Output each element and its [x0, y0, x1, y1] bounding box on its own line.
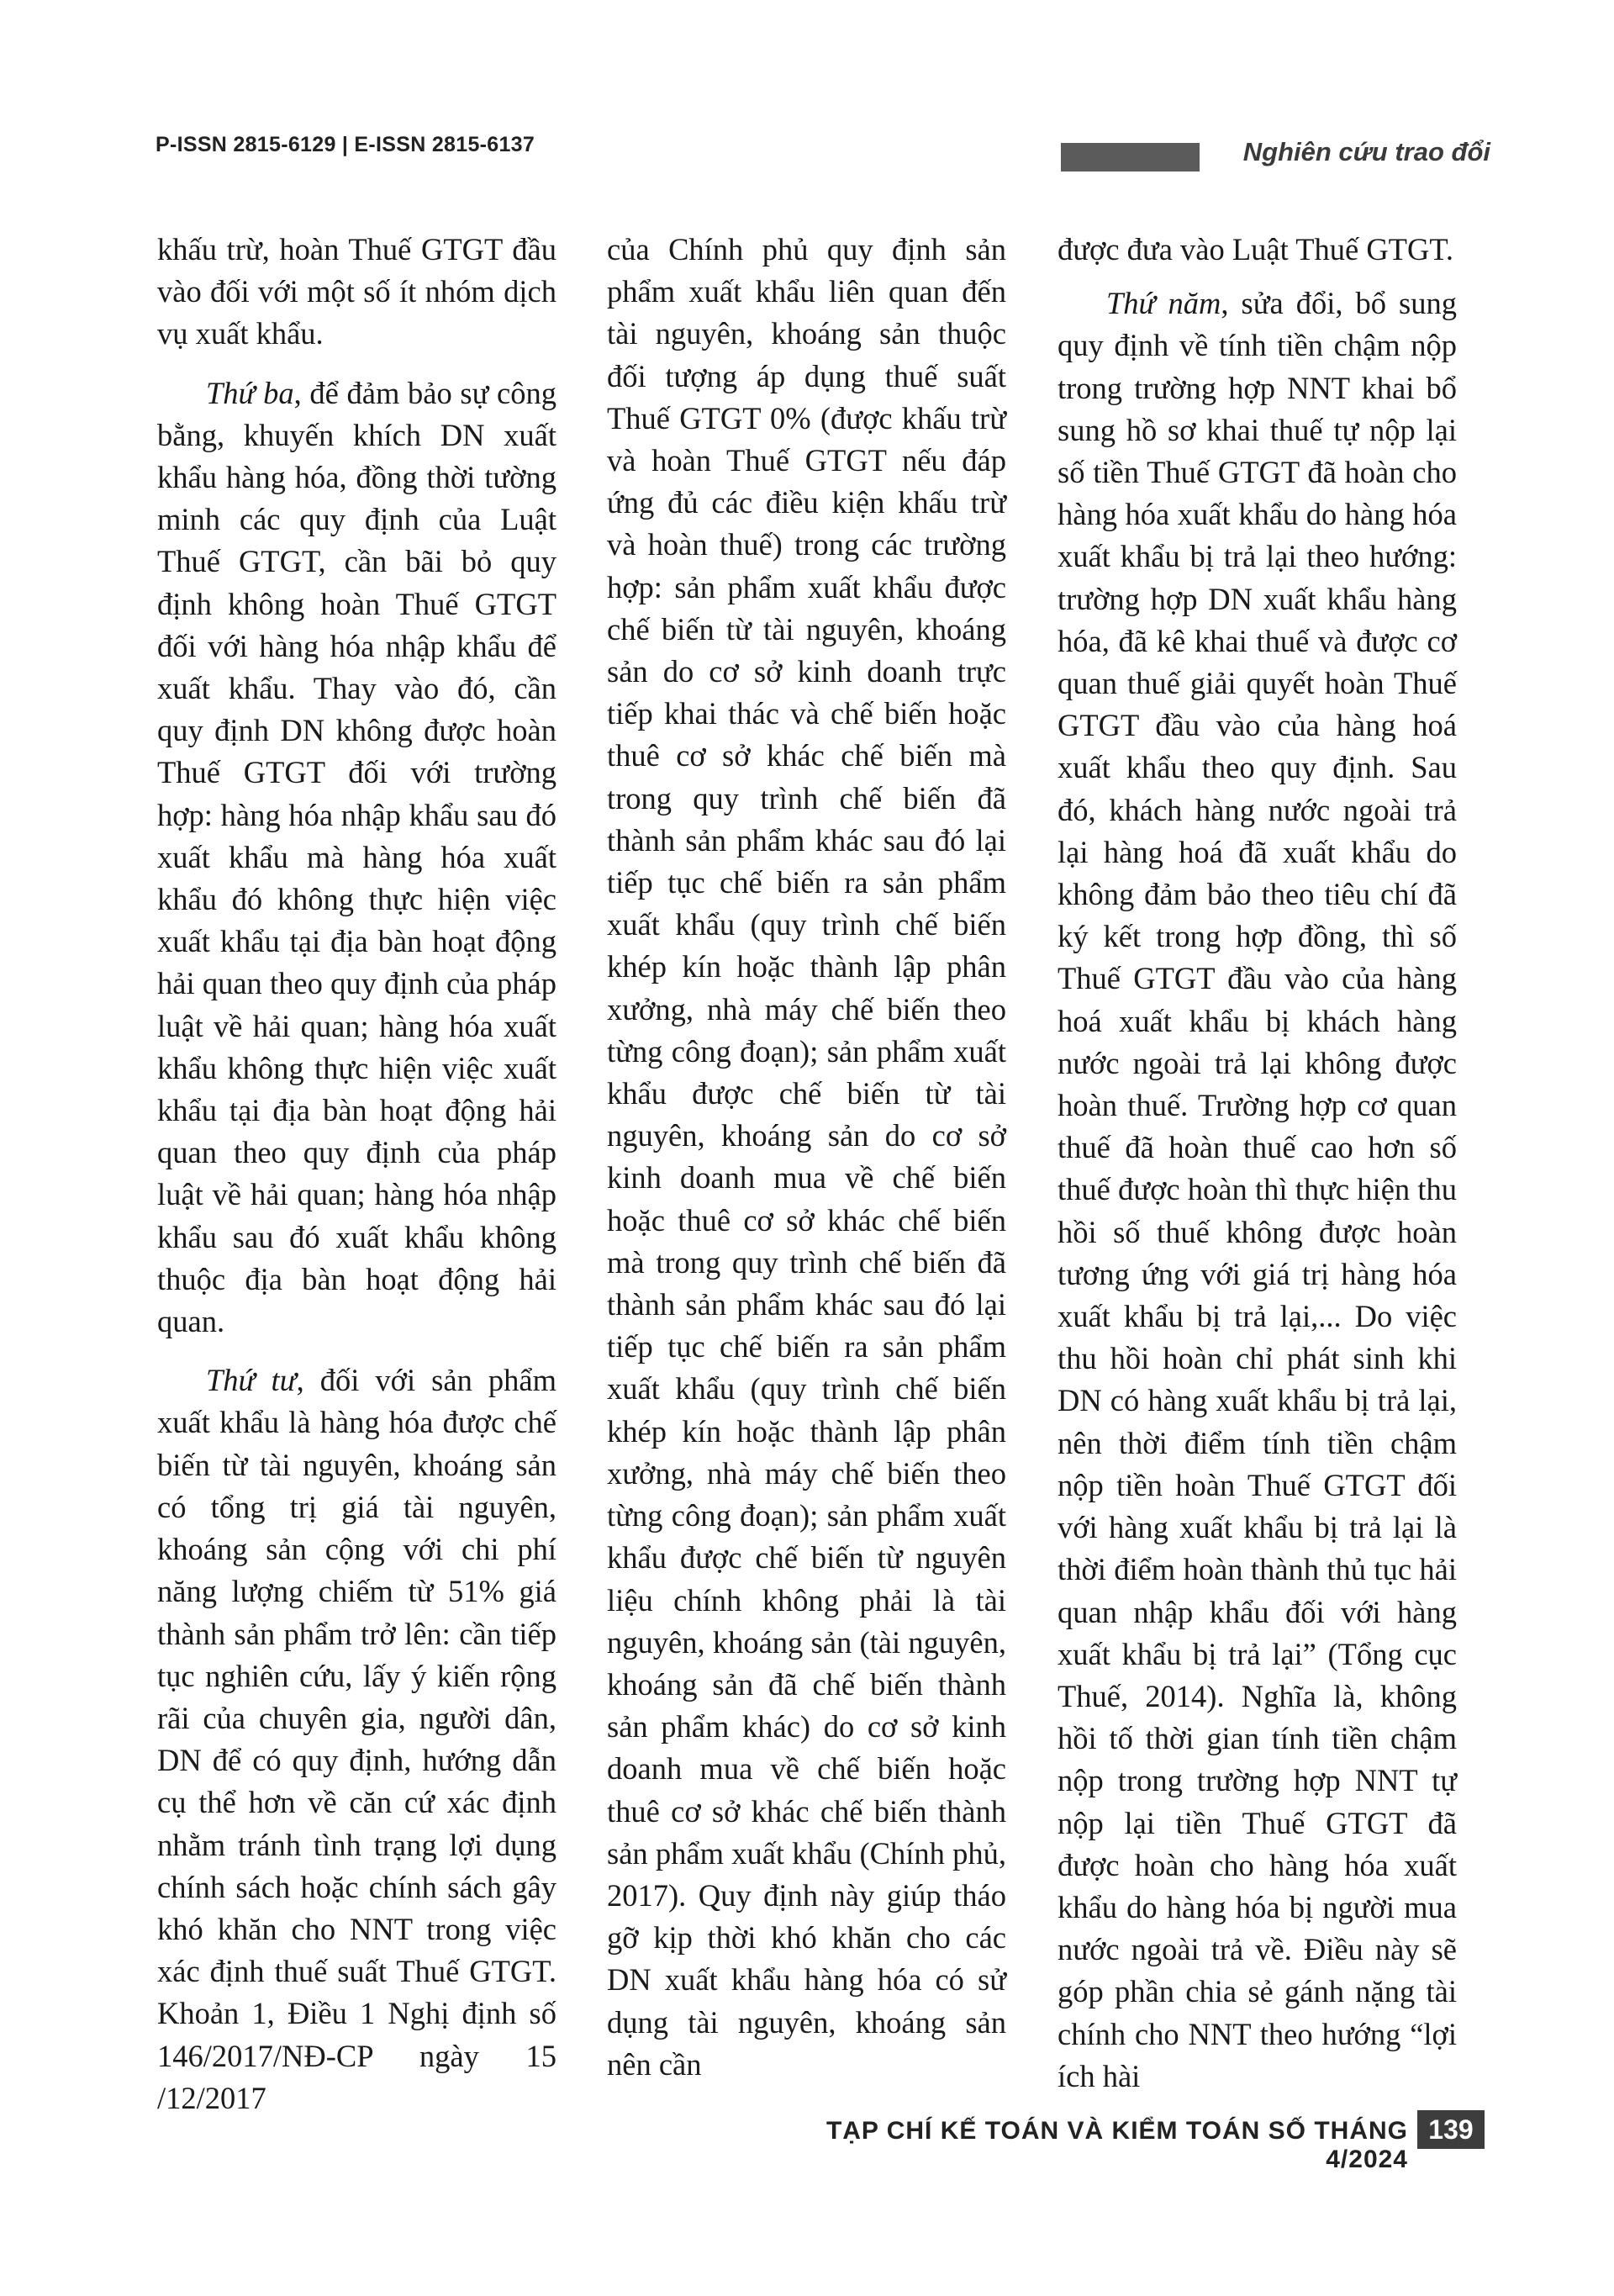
journal-title: TẠP CHÍ KẾ TOÁN VÀ KIỂM TOÁN SỐ THÁNG 4/2024	[825, 2117, 1408, 2173]
paragraph	[157, 372, 556, 1343]
paragraph-body: , để đảm bảo sự công bằng, khuyến khích DN xuất khẩu hàng hóa, đồng thời tường minh các quy định của Luật Thuế GTGT, cần bãi bỏ quy định không hoàn Thuế GTGT đối với hàng hóa nhập khẩu để xuất khẩu. Thay vào đó, cần quy định DN không được hoàn Thuế GTGT đối với trường hợp: hàng hóa nhập khẩu sau đó xuất khẩu mà hàng hóa xuất khẩu đó không thực hiện việc xuất khẩu tại địa bàn hoạt động hải quan theo quy định của pháp luật về hải quan; hàng hóa xuất khẩu không thực hiện việc xuất khẩu tại địa bàn hoạt động hải quan theo quy định của pháp luật về hải quan; hàng hóa nhập khẩu sau đó xuất khẩu không thuộc địa bàn hoạt động hải quan.	[157, 375, 556, 1339]
page-number: 139	[1417, 2110, 1485, 2149]
paragraph-lead: Thứ ba	[206, 375, 294, 410]
text-column-3	[1058, 229, 1457, 2114]
section-title: Nghiên cứu trao đổi	[1242, 137, 1490, 166]
paragraph-body: , sửa đổi, bổ sung quy định về tính tiền chậm nộp trong trường hợp NNT khai bổ sung hồ sơ khai thuế tự nộp lại số tiền Thuế GTGT đã hoàn cho hàng hóa xuất khẩu do hàng hóa xuất khẩu bị trả lại theo hướng: trường hợp DN xuất khẩu hàng hóa, đã kê khai thuế và được cơ quan thuế giải quyết hoàn Thuế GTGT đầu vào của hàng hoá xuất khẩu theo quy định. Sau đó, khách hàng nước ngoài trả lại hàng hoá đã xuất khẩu do không đảm bảo theo tiêu chí đã ký kết trong hợp đồng, thì số Thuế GTGT đầu vào của hàng hoá xuất khẩu bị khách hàng nước ngoài trả lại không được hoàn thuế. Trường hợp cơ quan thuế đã hoàn thuế cao hơn số thuế được hoàn thì thực hiện thu hồi số thuế không được hoàn tương ứng với giá trị hàng hóa xuất khẩu bị trả lại,... Do việc thu hồi hoàn chỉ phát sinh khi DN có hàng xuất khẩu bị trả lại, nên thời điểm tính tiền chậm nộp tiền hoàn Thuế GTGT đối với hàng xuất khẩu bị trả lại là thời điểm hoàn thành thủ tục hải quan nhập khẩu đối với hàng xuất khẩu bị trả lại” (Tổng cục Thuế, 2014). Nghĩa là, không hồi tố thời gian tính tiền chậm nộp trong trường hợp NNT tự nộp lại tiền Thuế GTGT đã được hoàn cho hàng hóa xuất khẩu do hàng hóa bị người mua nước ngoài trả về. Điều này sẽ góp phần chia sẻ gánh nặng tài chính cho NNT theo hướng “lợi ích hài	[1058, 286, 1457, 2093]
paragraph: của Chính phủ quy định sản phẩm xuất khẩu liên quan đến tài nguyên, khoáng sản thuộc đối tượng áp dụng thuế suất Thuế GTGT 0% (được khấu trừ và hoàn Thuế GTGT nếu đáp ứng đủ các điều kiện khấu trừ và hoàn thuế) trong các trường hợp: sản phẩm xuất khẩu được chế biến từ tài nguyên, khoáng sản do cơ sở kinh doanh trực tiếp khai thác và chế biến hoặc thuê cơ sở khác chế biến mà trong quy trình chế biến đã thành sản phẩm khác sau đó lại tiếp tục chế biến ra sản phẩm xuất khẩu (quy trình chế biến khép kín hoặc thành lập phân xưởng, nhà máy chế biến theo từng công đoạn); sản phẩm xuất khẩu được chế biến từ tài nguyên, khoáng sản do cơ sở kinh doanh mua về chế biến hoặc thuê cơ sở khác chế biến mà trong quy trình chế biến đã thành sản phẩm khác sau đó lại tiếp tục chế biến ra sản phẩm xuất khẩu (quy trình chế biến khép kín hoặc thành lập phân xưởng, nhà máy chế biến theo từng công đoạn); sản phẩm xuất khẩu được chế biến từ nguyên liệu chính không phải là tài nguyên, khoáng sản (tài nguyên, khoáng sản đã chế biến thành sản phẩm khác) do cơ sở kinh doanh mua về chế biến hoặc thuê cơ sở khác chế biến thành sản phẩm xuất khẩu (Chính phủ, 2017). Quy định này giúp tháo gỡ kịp thời khó khăn cho các DN xuất khẩu hàng hóa có sử dụng tài nguyên, khoáng sản nên cần	[607, 232, 1006, 2082]
paragraph-lead: Thứ tư	[206, 1363, 297, 1398]
text-column-2	[607, 229, 1006, 2103]
paragraph-body: , đối với sản phẩm xuất khẩu là hàng hóa được chế biến từ tài nguyên, khoáng sản có tổng trị giá tài nguyên, khoáng sản cộng với chi phí năng lượng chiếm từ 51% giá thành sản phẩm trở lên: cần tiếp tục nghiên cứu, lấy ý kiến rộng rãi của chuyên gia, người dân, DN để có quy định, hướng dẫn cụ thể hơn về căn cứ xác định nhằm tránh tình trạng lợi dụng chính sách hoặc chính sách gây khó khăn cho NNT trong việc xác định thuế suất Thuế GTGT. Khoản 1, Điều 1 Nghị định số 146/2017/NĐ-CP ngày 15 /12/2017	[157, 1363, 556, 2115]
section-header-bar	[1061, 143, 1200, 172]
page-header	[0, 0, 1614, 193]
paragraph	[1058, 282, 1457, 2098]
text-column-1	[157, 229, 556, 2136]
paragraph: được đưa vào Luật Thuế GTGT.	[1058, 232, 1454, 267]
paragraph-lead: Thứ năm	[1106, 286, 1221, 321]
issn-label: P-ISSN 2815-6129 | E-ISSN 2815-6137	[156, 133, 535, 156]
paragraph: khấu trừ, hoàn Thuế GTGT đầu vào đối với một số ít nhóm dịch vụ xuất khẩu.	[157, 232, 556, 351]
paragraph	[157, 1359, 556, 2119]
